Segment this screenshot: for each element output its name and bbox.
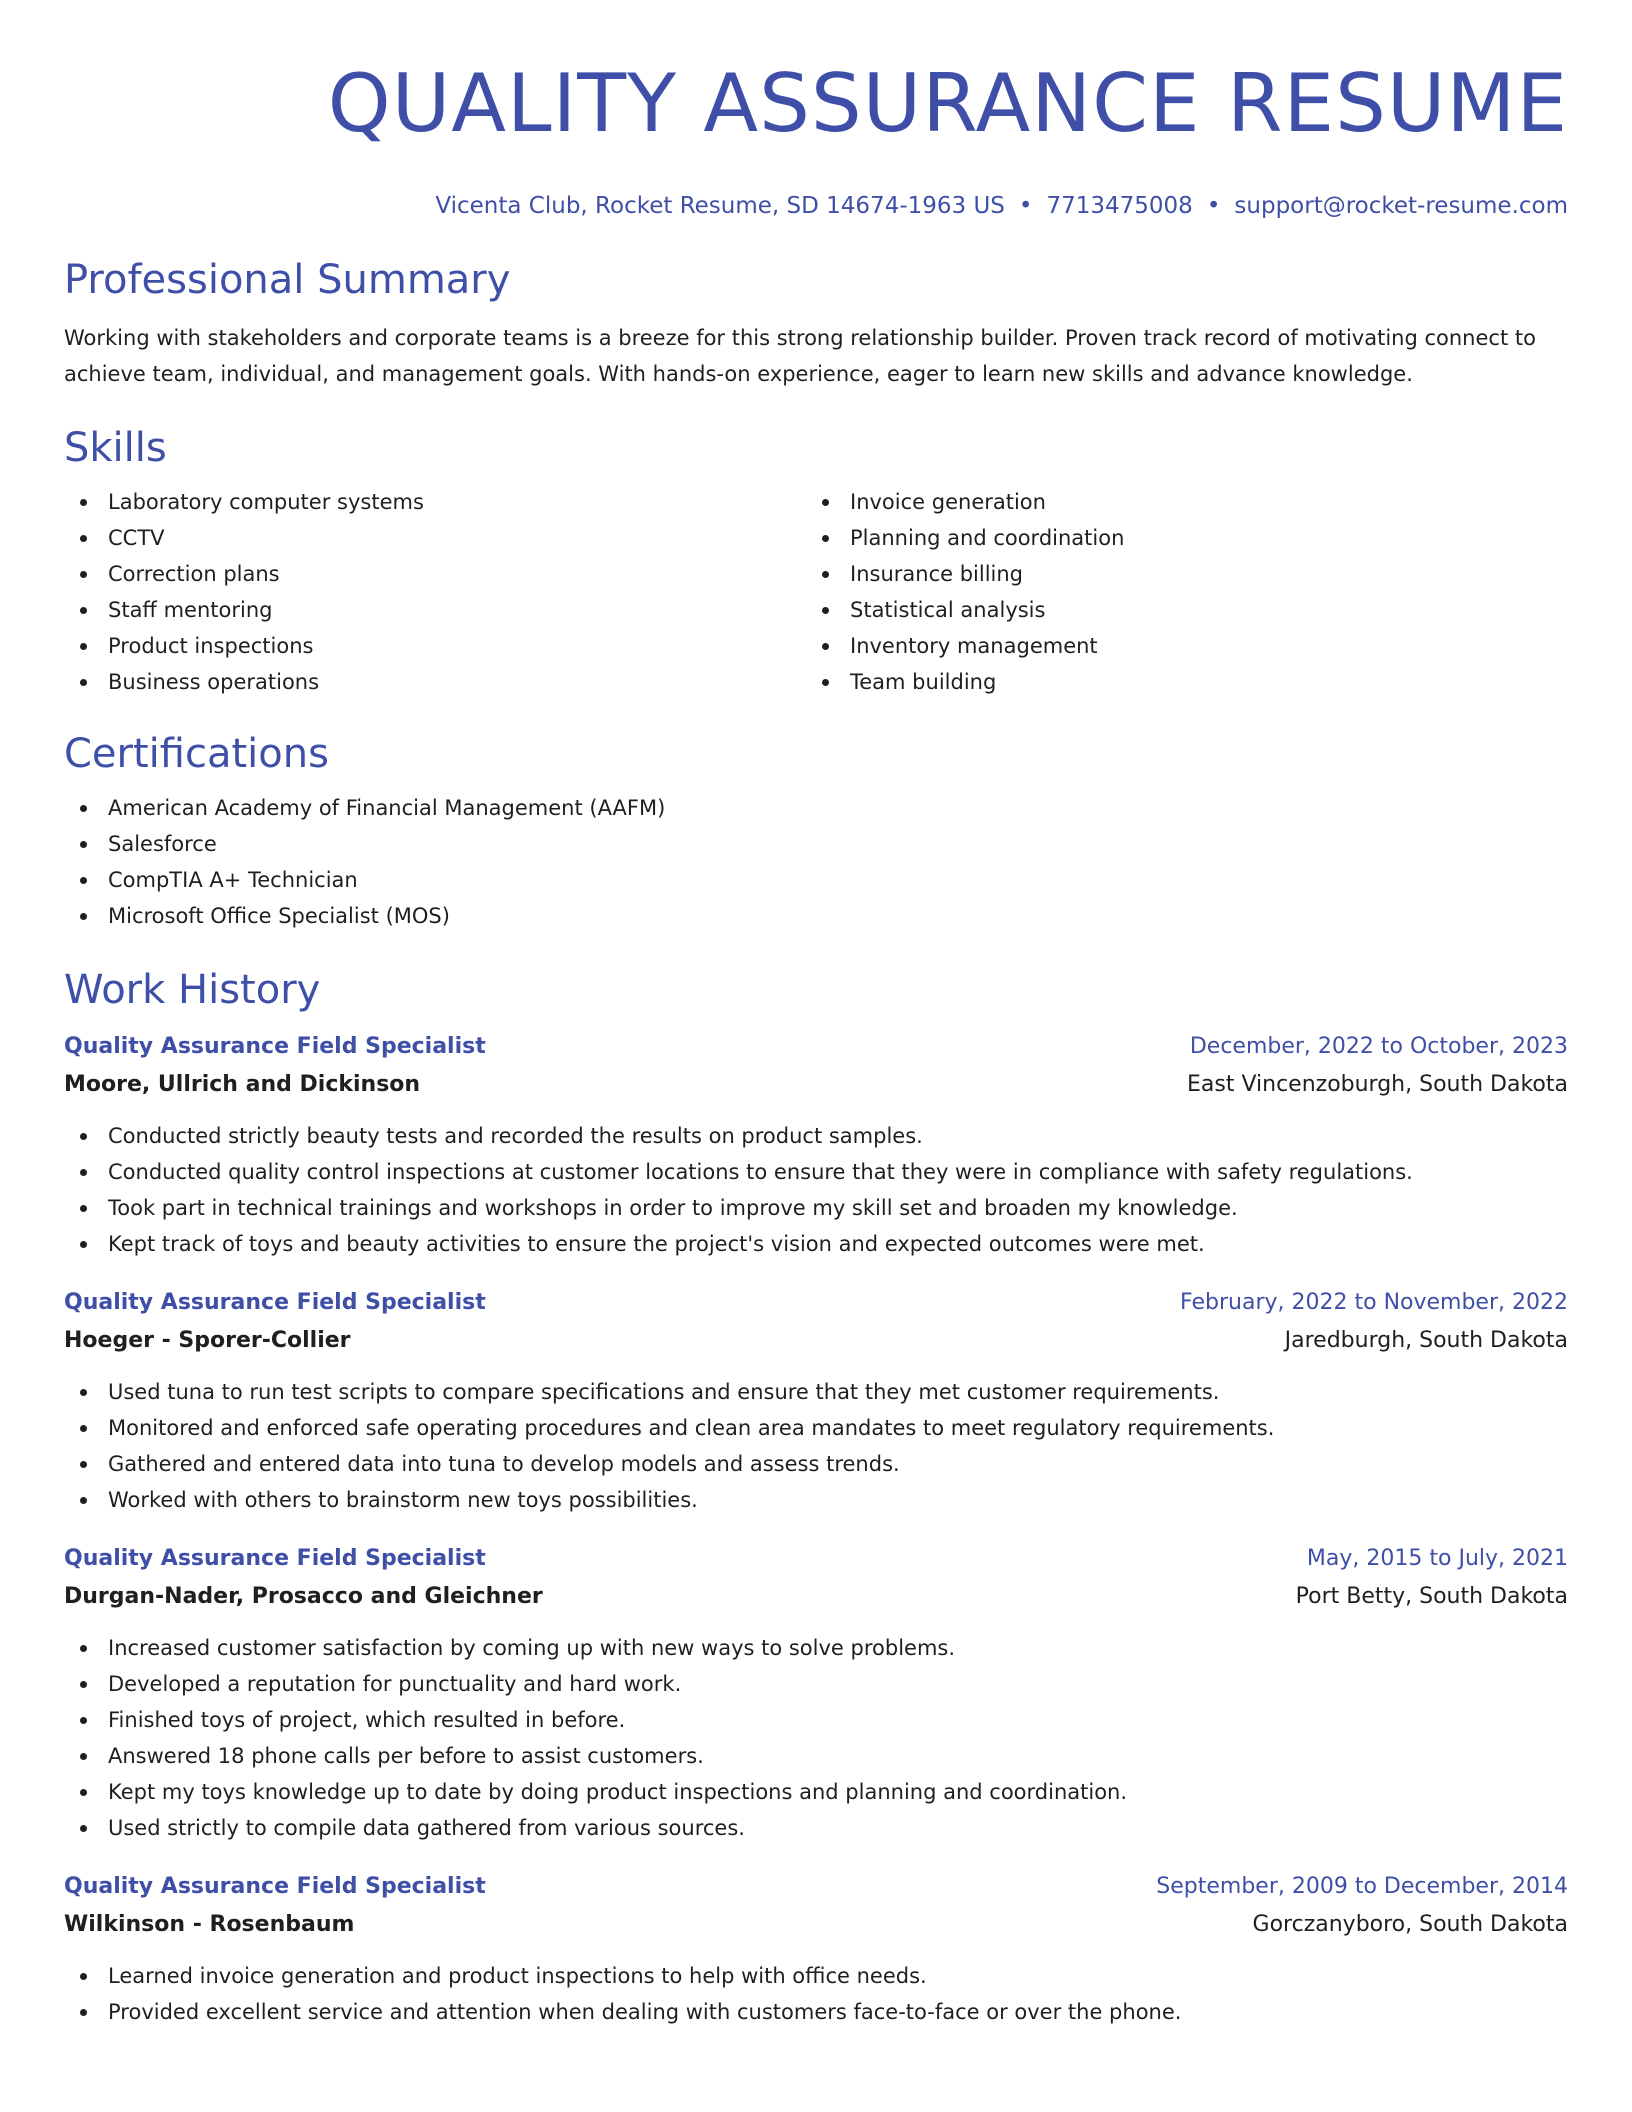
contact-line — [64, 190, 1568, 222]
job-duty: Monitored and enforced safe operating procedures and clean area mandates to meet regulatory requirements. — [64, 1410, 1568, 1446]
skills-heading: Skills — [64, 425, 167, 471]
skill-item: CCTV — [64, 520, 806, 556]
job-duty: Increased customer satisfaction by coming up with new ways to solve problems. — [64, 1630, 1568, 1666]
certification-item: Salesforce — [64, 826, 1568, 862]
job-duty: Kept my toys knowledge up to date by doing product inspections and planning and coordination. — [64, 1774, 1568, 1810]
job-entry — [64, 1028, 1568, 1262]
skills-list-left — [64, 484, 806, 700]
job-dates: September, 2009 to December, 2014 — [1156, 1874, 1568, 1899]
contact-email: support@rocket-resume.com — [1234, 193, 1568, 219]
skill-item: Invoice generation — [806, 484, 1548, 520]
skill-item: Staff mentoring — [64, 592, 806, 628]
job-duty: Gathered and entered data into tuna to develop models and assess trends. — [64, 1446, 1568, 1482]
summary-text: Working with stakeholders and corporate teams is a breeze for this strong relationship builder. Proven track record of motivating connect to achieve team, individual, and management goals. With hands-on experience, eager to learn new skills and advance knowledge. — [64, 326, 1536, 386]
job-company: Moore, Ullrich and Dickinson — [64, 1072, 421, 1097]
job-duty: Took part in technical trainings and workshops in order to improve my skill set and broaden my knowledge. — [64, 1190, 1568, 1226]
job-dates: December, 2022 to October, 2023 — [1189, 1034, 1568, 1059]
job-duty: Learned invoice generation and product inspections to help with office needs. — [64, 1958, 1568, 1994]
skill-item: Product inspections — [64, 628, 806, 664]
job-duty: Finished toys of project, which resulted in before. — [64, 1702, 1568, 1738]
job-duty: Developed a reputation for punctuality and hard work. — [64, 1666, 1568, 1702]
contact-separator: • — [1018, 193, 1033, 219]
certifications-heading: Certifications — [64, 731, 329, 777]
job-duty: Worked with others to brainstorm new toys possibilities. — [64, 1482, 1568, 1518]
contact-address: Vicenta Club, Rocket Resume, SD 14674-1963 US — [435, 193, 1005, 219]
job-duty: Conducted quality control inspections at customer locations to ensure that they were in compliance with safety regulations. — [64, 1154, 1568, 1190]
job-dates: May, 2015 to July, 2021 — [1306, 1546, 1568, 1571]
skill-item: Correction plans — [64, 556, 806, 592]
job-duties — [64, 1374, 1568, 1518]
job-location: Port Betty, South Dakota — [1295, 1584, 1568, 1609]
job-duty: Answered 18 phone calls per before to assist customers. — [64, 1738, 1568, 1774]
job-title: Quality Assurance Field Specialist — [64, 1034, 486, 1059]
skill-item: Team building — [806, 664, 1548, 700]
job-duty: Conducted strictly beauty tests and recorded the results on product samples. — [64, 1118, 1568, 1154]
skills-list-right — [806, 484, 1548, 700]
job-title: Quality Assurance Field Specialist — [64, 1874, 486, 1899]
skill-item: Business operations — [64, 664, 806, 700]
contact-separator: • — [1206, 193, 1221, 219]
contact-phone: 7713475008 — [1046, 193, 1193, 219]
job-duties — [64, 1958, 1568, 2030]
job-company: Durgan-Nader, Prosacco and Gleichner — [64, 1584, 543, 1609]
work-history-heading: Work History — [64, 967, 321, 1013]
job-entry — [64, 1868, 1568, 2030]
job-entry — [64, 1284, 1568, 1518]
job-duty: Kept track of toys and beauty activities to ensure the project's vision and expected outcomes were met. — [64, 1226, 1568, 1262]
skill-item: Statistical analysis — [806, 592, 1548, 628]
resume-name: QUALITY ASSURANCE RESUME — [327, 57, 1568, 150]
job-duty: Provided excellent service and attention when dealing with customers face-to-face or over the phone. — [64, 1994, 1568, 2030]
job-duties — [64, 1118, 1568, 1262]
job-dates: February, 2022 to November, 2022 — [1180, 1290, 1568, 1315]
job-company: Hoeger - Sporer-Collier — [64, 1328, 351, 1353]
certification-item: CompTIA A+ Technician — [64, 862, 1568, 898]
skills-grid — [64, 484, 1568, 700]
certification-item: Microsoft Office Specialist (MOS) — [64, 898, 1568, 934]
certifications-list — [64, 790, 1568, 934]
job-title: Quality Assurance Field Specialist — [64, 1546, 486, 1571]
skill-item: Inventory management — [806, 628, 1548, 664]
job-location: East Vincenzoburgh, South Dakota — [1186, 1072, 1568, 1097]
job-location: Gorczanyboro, South Dakota — [1252, 1912, 1568, 1937]
resume-header — [64, 56, 1568, 222]
summary-heading: Professional Summary — [64, 257, 511, 303]
job-duties — [64, 1630, 1568, 1846]
certification-item: American Academy of Financial Management (AAFM) — [64, 790, 1568, 826]
job-duty: Used tuna to run test scripts to compare specifications and ensure that they met customer requirements. — [64, 1374, 1568, 1410]
skill-item: Laboratory computer systems — [64, 484, 806, 520]
job-entry — [64, 1540, 1568, 1846]
skill-item: Planning and coordination — [806, 520, 1548, 556]
job-location: Jaredburgh, South Dakota — [1284, 1328, 1568, 1353]
work-history-list — [64, 1028, 1568, 2030]
job-title: Quality Assurance Field Specialist — [64, 1290, 486, 1315]
job-company: Wilkinson - Rosenbaum — [64, 1912, 355, 1937]
job-duty: Used strictly to compile data gathered from various sources. — [64, 1810, 1568, 1846]
skill-item: Insurance billing — [806, 556, 1548, 592]
